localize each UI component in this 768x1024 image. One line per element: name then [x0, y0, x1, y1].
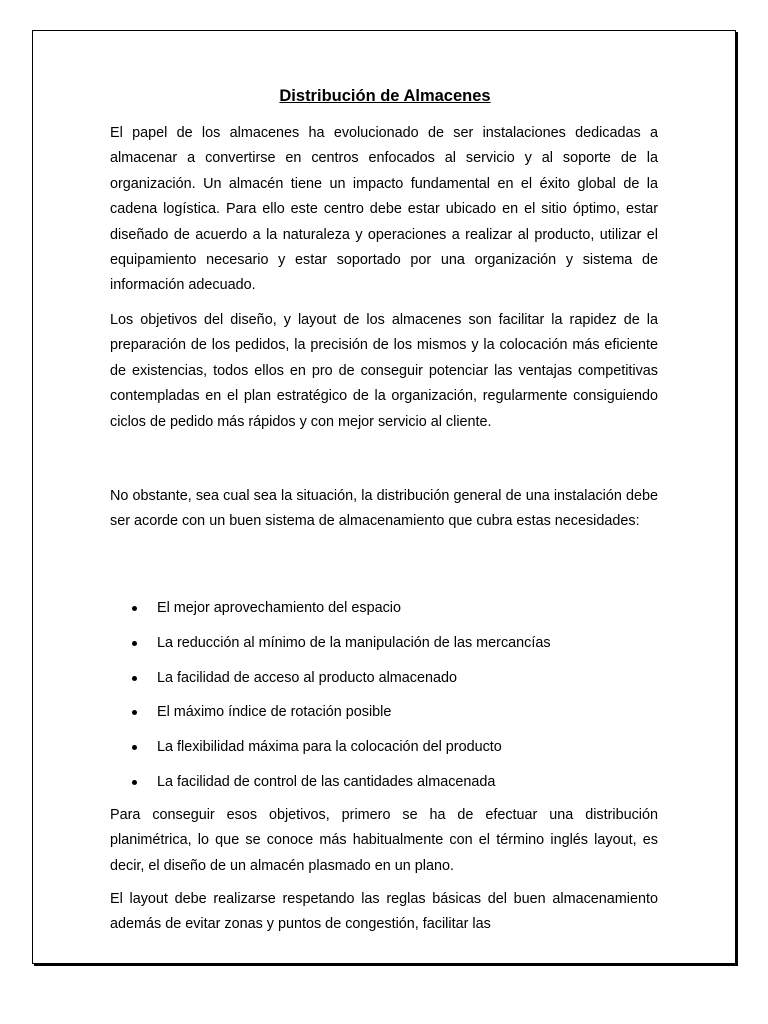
list-item-text: La reducción al mínimo de la manipulación de las mercancías	[157, 634, 551, 651]
list-item	[110, 735, 670, 770]
paragraph-needs: No obstante, sea cual sea la situación, la distribución general de una instalación debe ser acorde con un buen sistema de almacenamiento que cubra estas necesidades:	[110, 488, 658, 530]
bullet-icon	[132, 606, 137, 611]
list-item-text: La facilidad de acceso al producto almacenado	[157, 669, 458, 686]
list-item	[110, 700, 670, 735]
list-item-text: La flexibilidad máxima para la colocación del producto	[157, 739, 502, 756]
list-item	[110, 596, 670, 631]
document-title: Distribución de Almacenes	[279, 87, 491, 105]
bullet-icon	[132, 710, 137, 715]
paragraph-objectives: Los objetivos del diseño, y layout de los almacenes son facilitar la rapidez de la preparación de los pedidos, la precisión de los mismos y la colocación más eficiente de existencias, todos ellos en pro de conseguir potenciar las ventajas competitivas contempladas en el plan estratégico de la organización, regularmente consiguiendo ciclos de pedido más rápidos y con mejor servicio al cliente.	[110, 312, 658, 430]
bullet-icon	[132, 641, 137, 646]
list-item	[110, 666, 670, 701]
list-item-text: El mejor aprovechamiento del espacio	[157, 600, 401, 616]
bullet-icon	[132, 780, 137, 785]
bullet-icon	[132, 676, 137, 681]
needs-list	[110, 596, 670, 805]
list-item-text: La facilidad de control de las cantidades almacenada	[157, 773, 496, 790]
list-item-text: El máximo índice de rotación posible	[157, 704, 392, 721]
bullet-icon	[132, 745, 137, 750]
document-page	[32, 30, 736, 964]
list-item	[110, 631, 670, 666]
paragraph-layout-rules: El layout debe realizarse respetando las reglas básicas del buen almacenamiento además de evitar zonas y puntos de congestión, facilitar las	[110, 891, 658, 933]
list-item	[110, 770, 670, 805]
paragraph-intro: El papel de los almacenes ha evolucionado de ser instalaciones dedicadas a almacenar a convertirse en centros enfocados al servicio y al soporte de la organización. Un almacén tiene un impacto fundamental en el éxito global de la cadena logística. Para ello este centro debe estar ubicado en el sitio óptimo, estar diseñado de acuerdo a la naturaleza y operaciones a realizar al producto, utilizar el equipamiento necesario y estar soportado por una organización y sistema de información adecuado.	[110, 125, 658, 294]
paragraph-layout-definition: Para conseguir esos objetivos, primero se ha de efectuar una distribución planimétrica, lo que se conoce más habitualmente con el término inglés layout, es decir, el diseño de un almacén plasmado en un plano.	[110, 807, 658, 874]
